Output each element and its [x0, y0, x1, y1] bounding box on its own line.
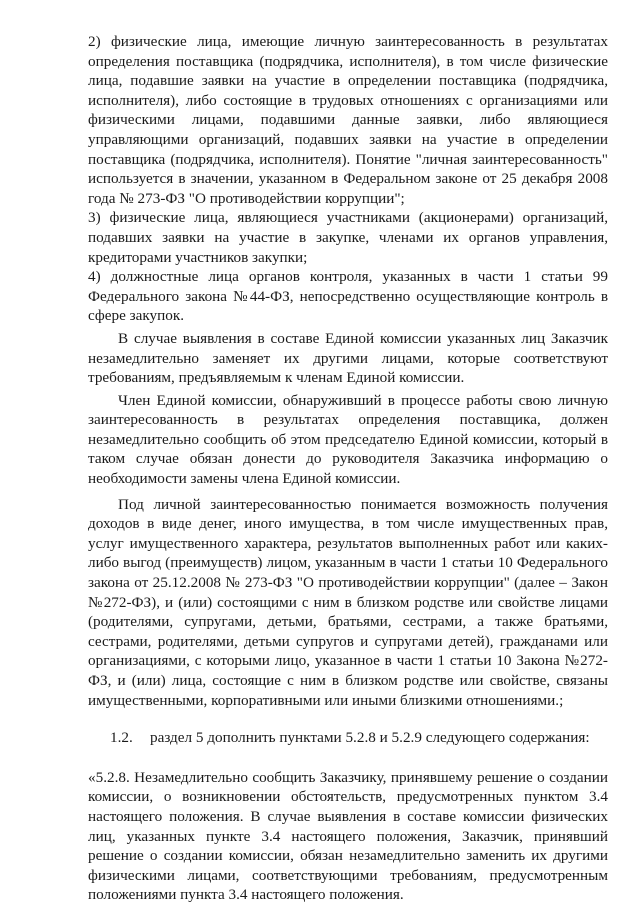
paragraph-item-4: 4) должностные лица органов контроля, указанных в части 1 статьи 99 Федерального закона №44-ФЗ, непосредственно осуществляющие контроль в сфере закупок.: [88, 268, 608, 325]
section-number: 1.2.: [110, 729, 133, 747]
paragraph-item-2: 2) физические лица, имеющие личную заинтересованность в результатах определения поставщика (подрядчика, исполнителя), в том числе физические лица, подавшие заявки на участие в определении поставщика (подрядчика, исполнителя), либо состоящие в трудовых отношениях с организациями или физическими лицами, подавшими данные заявки, либо являющиеся управляющими организаций, подавших заявки на участие в определении поставщика (подрядчика, исполнителя). Понятие "личная заинтересованность" используется в значении, указанном в Федеральном законе от 25 декабря 2008 года № 273-ФЗ "О противодействии коррупции";: [88, 33, 608, 207]
section-heading: [88, 728, 608, 748]
section-text: раздел 5 дополнить пунктами 5.2.8 и 5.2.9 следующего содержания:: [150, 729, 590, 747]
paragraph-replacement: В случае выявления в составе Единой комиссии указанных лиц Заказчик незамедлительно заменяет их другими лицами, которые соответствуют требованиям, предъявляемым к членам Единой комиссии.: [88, 329, 608, 387]
paragraph-item-3: 3) физические лица, являющиеся участниками (акционерами) организаций, подавших заявки на участие в закупке, членами их органов управления, кредиторами участников закупки;: [88, 209, 608, 266]
document-page: [88, 32, 608, 905]
paragraph-definition: Под личной заинтересованностью понимается возможность получения доходов в виде денег, иного имущества, в том числе имущественных прав, услуг имущественного характера, результатов выполненных работ или каких-либо выгод (преимуществ) лицом, указанным в части 1 статьи 10 Федерального закона от 25.12.2008 № 273-ФЗ "О противодействии коррупции" (далее – Закон №272-ФЗ), и (или) состоящими с ним в близком родстве или свойстве лицами (родителями, супругами, детьми, братьями, сестрами, а также братьями, сестрами, родителями, детьми супругов и супругами детей), гражданами или организациями, с которыми лицо, указанное в части 1 статьи 10 Закона №272-ФЗ, и (или) лица, состоящие с ним в близком родстве или свойстве, связаны имущественными, корпоративными или иными близкими отношениями.;: [88, 495, 608, 709]
paragraph-member-duty: Член Единой комиссии, обнаруживший в процессе работы свою личную заинтересованность в результатах определения поставщика, должен незамедлительно сообщить об этом председателю Единой комиссии, который в таком случае обязан донести до руководителя Заказчика информацию о необходимости замены члена Единой комиссии.: [88, 391, 608, 488]
paragraph-5-2-8: «5.2.8. Незамедлительно сообщить Заказчику, принявшему решение о создании комиссии, о возникновении обстоятельств, предусмотренных пунктом 3.4 настоящего положения. В случае выявления в составе комиссии физических лиц, указанных пункте 3.4 настоящего положения, Заказчик, принявший решение о создании комиссии, обязан незамедлительно заменить их другими физическими лицами, соответствующими требованиям, предусмотренным положениями пункта 3.4 настоящего положения.: [88, 768, 608, 904]
